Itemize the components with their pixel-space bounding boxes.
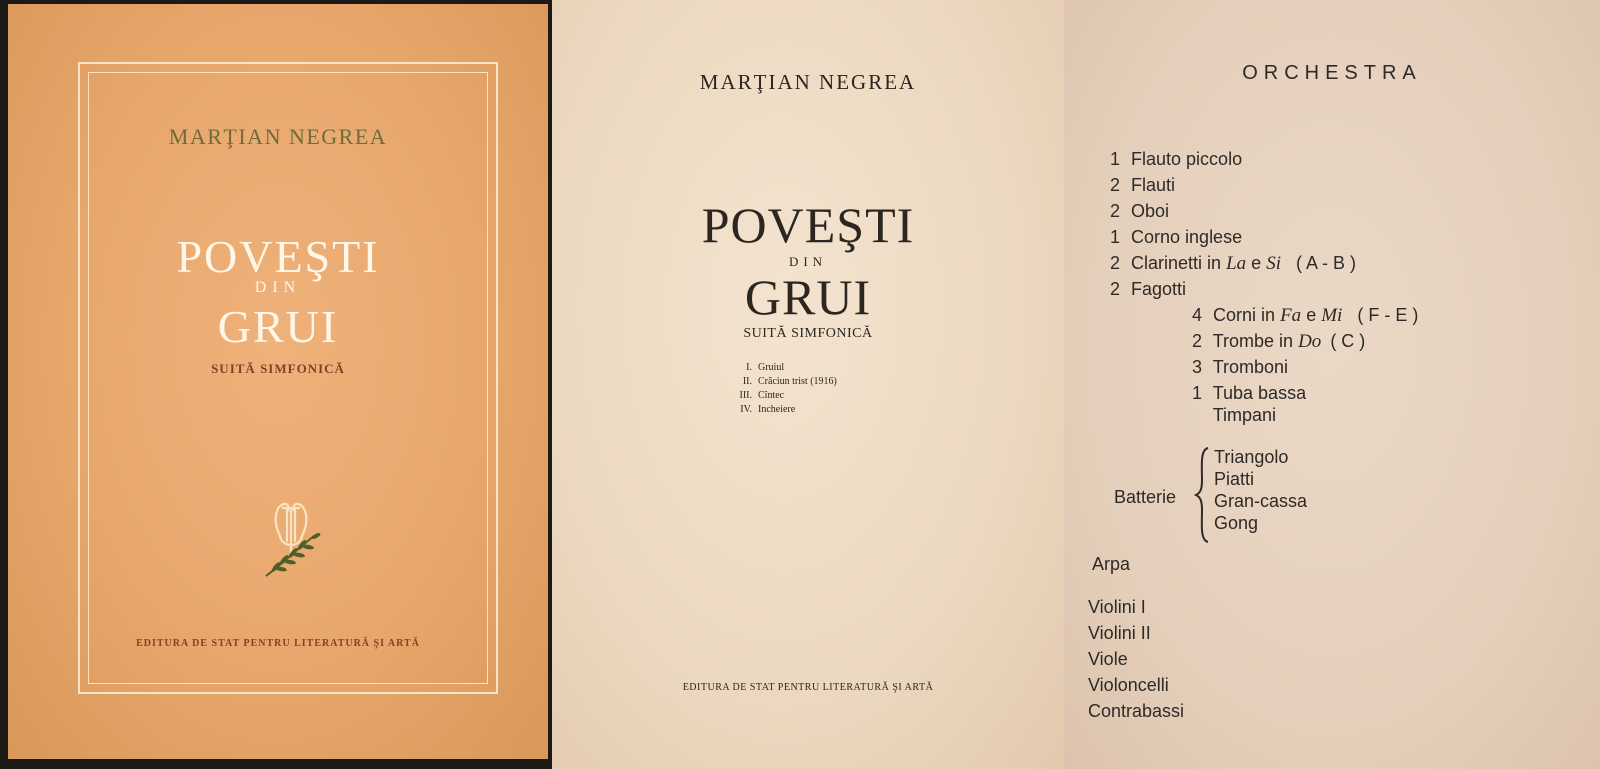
movement-item [724, 389, 837, 403]
movement-name: Incheiere [758, 404, 796, 415]
instrument-name: Corno inglese [1131, 227, 1243, 247]
instrument-count: 1 [1109, 149, 1120, 169]
instrument-count: 2 [1109, 253, 1120, 273]
instrument-key: Fa [1280, 305, 1302, 326]
instrument-name: Fagotti [1131, 279, 1187, 299]
movement-item [724, 361, 837, 375]
movement-number: III. [739, 390, 752, 401]
instrument-row [1104, 146, 1242, 172]
string-section-item: Violini I [1088, 597, 1146, 617]
movement-name: Cîntec [758, 390, 785, 401]
string-section-item: Contrabassi [1088, 701, 1185, 721]
string-section-item: Violini II [1088, 623, 1151, 643]
instrument-name: Tromboni [1212, 357, 1289, 377]
instrument-name: Clarinetti in [1131, 253, 1222, 273]
cover-subtitle: SUITĂ SIMFONICĂ [211, 361, 345, 376]
title-page-title-line3: GRUI [744, 269, 872, 325]
movement-item [724, 375, 837, 389]
curly-brace-icon [1194, 446, 1210, 544]
title-page-publisher: EDITURA DE STAT PENTRU LITERATURĂ ŞI ARTĂ [682, 682, 934, 693]
instrument-row [1104, 276, 1186, 302]
instrument-key-note: ( C ) [1330, 331, 1366, 351]
instrument-count: 2 [1109, 201, 1120, 221]
percussion-item: Triangolo [1214, 447, 1289, 467]
instrument-row [1104, 224, 1242, 250]
orchestra-page [1064, 0, 1600, 769]
batterie-label: Batterie [1114, 487, 1177, 507]
instrument-row [1104, 172, 1175, 198]
instrument-name: Oboi [1131, 201, 1170, 221]
cover-publisher: EDITURA DE STAT PENTRU LITERATURĂ ŞI ARTĂ [136, 638, 420, 649]
book-cover [0, 0, 552, 769]
instrument-count: 2 [1191, 331, 1202, 351]
title-page-title-line2: DIN [788, 254, 828, 269]
instrument-row [1186, 328, 1365, 354]
movement-number: I. [746, 362, 752, 373]
instrument-key: Mi [1321, 305, 1343, 326]
instrument-count: 1 [1109, 227, 1120, 247]
lyre-with-laurel-icon [262, 498, 332, 582]
instrument-name: Flauto piccolo [1131, 149, 1243, 169]
movement-list [724, 361, 837, 417]
cover-author: MARŢIAN NEGREA [168, 124, 388, 149]
instrument-name: Timpani [1212, 405, 1277, 425]
percussion-item: Gran-cassa [1214, 491, 1308, 511]
movement-name: Gruiul [758, 362, 785, 373]
instrument-row [1186, 354, 1288, 380]
instrument-name: Tuba bassa [1212, 383, 1307, 403]
cover-title-line1: POVEŞTI [176, 231, 380, 282]
cover-inner-frame [88, 72, 488, 684]
instrument-key-join: e [1251, 253, 1262, 273]
title-page-author: MARŢIAN NEGREA [699, 70, 917, 94]
instrument-name: Flauti [1131, 175, 1176, 195]
instrument-name: Trombe in [1212, 331, 1294, 351]
instrument-row [1186, 402, 1276, 428]
percussion-item: Gong [1214, 513, 1259, 533]
cover-title-line3: GRUI [217, 301, 339, 352]
instrument-count: 2 [1109, 175, 1120, 195]
percussion-item: Piatti [1214, 469, 1255, 489]
movement-number: II. [742, 376, 752, 387]
title-page [552, 0, 1064, 769]
instrument-row [1104, 250, 1356, 276]
instrument-name: Corni in [1213, 305, 1276, 325]
string-section-item: Violoncelli [1088, 675, 1169, 695]
instrument-count: 4 [1191, 305, 1202, 325]
orchestra-heading: ORCHESTRA [1242, 62, 1422, 84]
movement-item [724, 403, 837, 417]
cover-paper [8, 4, 548, 759]
instrument-count: 2 [1109, 279, 1120, 299]
instrument-row [1186, 302, 1418, 328]
cover-title-line2: DIN [254, 279, 302, 296]
instrument-key: La [1226, 253, 1247, 274]
instrument-count: 3 [1191, 357, 1202, 377]
instrument-key-note: ( F - E ) [1357, 305, 1419, 325]
harp-label: Arpa [1092, 554, 1131, 574]
instrument-key-join: e [1306, 305, 1317, 325]
title-page-title-line1: POVEŞTI [701, 197, 915, 253]
instrument-key: Si [1266, 253, 1281, 274]
instrument-key: Do [1298, 331, 1322, 352]
movement-number: IV. [740, 404, 752, 415]
instrument-count: 1 [1191, 383, 1202, 403]
movement-name: Crăciun trist (1916) [758, 376, 837, 387]
instrument-key-note: ( A - B ) [1296, 253, 1357, 273]
title-page-subtitle: SUITĂ SIMFONICĂ [743, 326, 873, 341]
string-section-item: Viole [1088, 649, 1128, 669]
instrument-row [1104, 198, 1169, 224]
